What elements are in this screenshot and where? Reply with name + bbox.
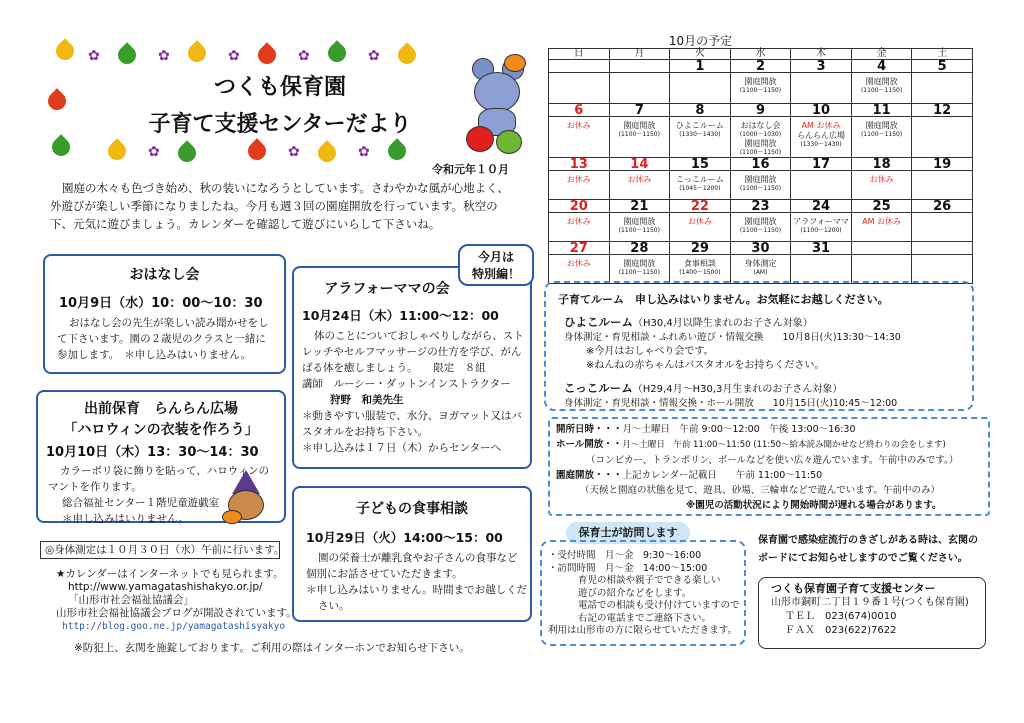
berry-icon: ✿: [88, 48, 100, 64]
calendar-day-cell: [851, 158, 912, 200]
hoikushi-box: [540, 540, 746, 646]
berry-icon: ✿: [158, 48, 170, 64]
calendar-week-row: [549, 200, 973, 242]
calendar-day-cell: [912, 104, 973, 158]
day-number: 6: [549, 104, 609, 117]
hoikushi-pill: 保育士が訪問します: [566, 522, 690, 544]
event-label: お休み: [627, 175, 652, 184]
ohanashi-box: [43, 254, 286, 374]
berry-icon: ✿: [148, 144, 160, 160]
calendar-day-cell: [791, 104, 852, 158]
calendar-day-cell: [851, 242, 912, 284]
calendar-day-cell: [670, 242, 731, 284]
event-label: お休み: [566, 217, 591, 226]
day-number: 30: [731, 242, 791, 255]
leaf-icon: [394, 42, 419, 67]
day-number: 1: [670, 60, 730, 73]
leaf-icon: [174, 140, 199, 165]
fax-number: ＦＡＸ 023(622)7622: [785, 625, 897, 636]
day-number: 26: [912, 200, 972, 213]
shokuji-title: 子どもの食事相談: [356, 501, 468, 517]
day-number: [549, 60, 609, 73]
leaf-icon: [314, 140, 339, 165]
event-label: 園庭開放: [865, 77, 898, 86]
calendar-day-cell: [609, 200, 670, 242]
event-time: (1000～1030): [739, 131, 782, 138]
mouse-mascot-illustration: [462, 58, 532, 158]
calendar-day-cell: [549, 242, 610, 284]
witch-bear-illustration: [222, 470, 282, 526]
blog-url-link[interactable]: http://blog.goo.ne.jp/yamagatashisyakyo: [62, 621, 286, 632]
title-line-1: つくも保育園: [213, 75, 346, 100]
day-number: 31: [791, 242, 851, 255]
day-number: 21: [610, 200, 670, 213]
event-label: おはなし会: [740, 121, 781, 130]
event-time: (1100～1200): [800, 227, 842, 234]
calendar-day-cell: [670, 200, 731, 242]
day-number: 15: [670, 158, 730, 171]
event-label: アラフォーママ: [793, 217, 849, 226]
day-number: 25: [852, 200, 912, 213]
leaf-icon: [324, 40, 349, 65]
calendar-day-cell: [912, 200, 973, 242]
leaf-icon: [254, 42, 279, 67]
ohanashi-body: おはなし会の先生が楽しい読み聞かせをし て下さいます。園の２歳児のクラスと一緒に 参加します。 ＊申し込みはいりません。: [57, 317, 269, 361]
day-number: [610, 60, 670, 73]
leaf-icon: [114, 42, 139, 67]
weekday-1: 月: [609, 49, 670, 60]
event-label: 園庭開放: [623, 259, 656, 268]
event-time: (1100～1150): [739, 227, 782, 234]
calendar-week-row: [549, 60, 973, 104]
calendar-title: 10月の予定: [668, 34, 733, 48]
event-label: AM お休み: [801, 121, 841, 130]
event-label: お休み: [566, 175, 591, 184]
issue-date: 令和元年１０月: [432, 163, 509, 176]
kosodate-header: 子育てルーム 申し込みはいりません。お気軽にお越しください。: [558, 293, 889, 306]
calendar-day-cell: [670, 104, 731, 158]
berry-icon: ✿: [368, 48, 380, 64]
shokuji-body: 園の栄養士が離乳食やお子さんの食事など 個別にお話させていただきます。 ＊申し込みはいりません。時間までお越しくだ さい。: [306, 552, 528, 612]
leaf-icon: [244, 138, 269, 163]
event-time: (1400～1500): [679, 269, 721, 276]
day-number: 13: [549, 158, 609, 171]
shokuji-time: 10月29日（火）14:00～15：00: [306, 530, 503, 545]
calendar-day-cell: [730, 104, 791, 158]
calendar-day-cell: [851, 104, 912, 158]
event-time: (1100～1150): [739, 149, 782, 156]
day-number: 12: [912, 104, 972, 117]
calendar-day-cell: [670, 158, 731, 200]
day-number: 22: [670, 200, 730, 213]
day-number: 24: [791, 200, 851, 213]
day-number: 19: [912, 158, 972, 171]
internet-info: ★カレンダーはインターネットでも見られます。 http://www.yamagatashishakyo.or.jp/ 「山形市社会福祉協議会」 山形市社会福祉協議会ブログが開設されています。 http://blog.goo.ne.jp/yamagatashisyakyo: [56, 568, 297, 632]
kokko-section: こっこルーム（H29,4月～H30,3月生まれのお子さん対象） 身体測定・育児相談・情報交換・ホール開放 10月15日(火)10:45～12:00: [564, 381, 898, 409]
arafo-time: 10月24日（木）11:00～12：00: [302, 308, 499, 323]
calendar-week-row: [549, 104, 973, 158]
calendar-day-cell: [609, 104, 670, 158]
day-number: 28: [610, 242, 670, 255]
leaf-icon: [52, 38, 77, 63]
arafo-body: 体のことについておしゃべりしながら、スト レッチやセルフマッサージの仕方を学び、がん ばる体を癒しましょう。 限定 ８組 講師 ルーシー・ダットンインストラクター 狩野 和美先生 ＊動きやすい服装で、水分、ヨガマット又はバ スタオルをお持ち下さい。 ＊申し込みは１７日（木）からセンターへ: [302, 330, 524, 454]
event-label: 身体測定: [744, 259, 777, 268]
ohanashi-time: 10月9日（水）10：00～10：30: [59, 296, 263, 311]
day-number: 11: [852, 104, 912, 117]
event-time: (1100～1150): [739, 87, 782, 94]
calendar-day-cell: [549, 158, 610, 200]
event-time: (1330～1430): [679, 131, 721, 138]
calendar-day-cell: [912, 60, 973, 104]
title-line-2: 子育て支援センターだより: [148, 112, 412, 137]
calendar-day-cell: [609, 242, 670, 284]
event-label: お休み: [566, 121, 591, 130]
event-label: ひよこルーム: [675, 121, 724, 130]
event-time: (1100～1150): [860, 131, 903, 138]
demae-time: 10月10日（木）13：30～14：30: [46, 445, 259, 460]
hoikushi-text: ・受付時間 月～金 9:30～16:00 ・訪問時間 月～金 14:00～15:00 育児の相談や親子でできる楽しい 遊びの紹介などをします。 電話での相談も受け付けていますので 右記の電話までご連絡下さい。 利用は山形市の方に限らせていただきます。: [548, 550, 740, 636]
event-label: 園庭開放: [623, 121, 656, 130]
day-number: 14: [610, 158, 670, 171]
weekday-6: 土: [912, 49, 973, 60]
kosodate-room-box: [544, 281, 974, 411]
security-note: ※防犯上、玄関を施錠しております。ご利用の際はインターホンでお知らせ下さい。: [74, 642, 470, 654]
leaf-icon: [44, 88, 69, 113]
event-label: らんらん広場: [797, 131, 846, 140]
demae-subtitle: 「ハロウィンの衣装を作ろう」: [63, 422, 259, 438]
page-title: [130, 70, 430, 138]
event-label: 園庭開放: [744, 217, 777, 226]
calendar-day-cell: [670, 60, 731, 104]
hiyoko-section: ひよこルーム（H30,4月以降生まれのお子さん対象） 身体測定・育児相談・ふれあい遊び・情報交換 10月8日(火)13:30～14:30 ※今月はおしゃべり会です。 ※ねんねの赤ちゃんはバスタオルをお持ちください。: [564, 315, 901, 371]
calendar-day-cell: [549, 60, 610, 104]
calendar-table: [548, 36, 973, 284]
day-number: 9: [731, 104, 791, 117]
arafo-box: [292, 266, 532, 469]
calendar-day-cell: [609, 60, 670, 104]
calendar-day-cell: [912, 242, 973, 284]
demae-body: カラーポリ袋に飾りを貼って、ハロウィンの マントを作ります。 総合福祉センター１階児童遊戯室 ＊申し込みはいりません。: [48, 465, 270, 525]
tel-number[interactable]: ＴＥＬ 023(674)0010: [785, 611, 897, 622]
berry-icon: ✿: [228, 48, 240, 64]
berry-icon: ✿: [288, 144, 300, 160]
event-label: 園庭開放: [865, 121, 898, 130]
weekday-2: 火: [670, 49, 731, 60]
calendar-week-row: [549, 242, 973, 284]
calendar-day-cell: [730, 158, 791, 200]
shokuji-box: [292, 486, 532, 622]
opening-hours-text: 開所日時・・・月～土曜日 午前 9:00～12:00 午後 13:00～16:30 ホール開放・・月～土曜日 午前 11:00～11:50 (11:50～給本読み聞かせなど終わりの会をします) （コンビカー、トランポリン、ボールなどを使い広々遊んでいます。午前中のみです。） 園庭開放・・・上記カレンダー記載日 午前 11:00～11:50 （天候と園庭の状態を見て、遊具、砂場、三輪車などで遊んでいます。午前中のみ） ※園児の活動状況により開始時間が遅れる場合があります。: [556, 424, 959, 511]
day-number: 20: [549, 200, 609, 213]
demae-title: 出前保育 らんらん広場: [84, 401, 238, 417]
event-time: (1100～1150): [618, 227, 660, 234]
calendar-day-cell: [851, 200, 912, 242]
day-number: 7: [610, 104, 670, 117]
calendar-day-cell: [730, 200, 791, 242]
day-number: [852, 242, 912, 255]
day-number: 16: [731, 158, 791, 171]
day-number: 5: [912, 60, 972, 73]
weekday-header-row: [549, 49, 973, 60]
day-number: 2: [731, 60, 791, 73]
calendar-day-cell: [549, 200, 610, 242]
event-time: (1330～1430): [800, 141, 842, 148]
day-number: 10: [791, 104, 851, 117]
event-label: お休み: [566, 259, 591, 268]
day-number: 18: [852, 158, 912, 171]
day-number: 29: [670, 242, 730, 255]
day-number: 23: [731, 200, 791, 213]
calendar-day-cell: [730, 242, 791, 284]
event-time: (AM): [753, 269, 768, 276]
day-number: 4: [852, 60, 912, 73]
calendar-week-row: [549, 158, 973, 200]
day-number: 3: [791, 60, 851, 73]
calendar-day-cell: [791, 242, 852, 284]
day-number: 27: [549, 242, 609, 255]
day-number: 8: [670, 104, 730, 117]
intro-text: 園庭の木々も色づき始め、秋の装いになろうとしています。さわやかな風が心地よく、 外遊びが楽しい季節になりましたね。今月も週３回の園庭開放を行っています。秋空の 下、元気に遊びましょう。カレンダーを確認して遊びにいらして下さいね。: [50, 181, 509, 231]
calendar-day-cell: [730, 60, 791, 104]
leaf-icon: [104, 138, 129, 163]
weekday-3: 水: [730, 49, 791, 60]
berry-icon: ✿: [298, 48, 310, 64]
calendar-day-cell: [791, 158, 852, 200]
event-label: 園庭開放: [744, 139, 777, 148]
berry-icon: ✿: [358, 144, 370, 160]
ohanashi-title: おはなし会: [129, 267, 200, 283]
kansen-notice: 保育園で感染症流行のきざしがある時は、玄関の ボードにてお知らせしますのでご覧ください。: [758, 535, 978, 564]
event-label: お休み: [687, 217, 712, 226]
event-label: 食事相談: [683, 259, 716, 268]
event-time: (1100～1150): [618, 131, 660, 138]
event-label: 園庭開放: [744, 77, 777, 86]
shintai-note: ◎身体測定は１０月３０日（水）午前に行います。: [40, 541, 280, 559]
center-contact-box: つくも保育園子育て支援センター 山形市銅町二丁目１９番１号(つくも保育園) ＴＥＬ 023(674)0010 ＦＡＸ 023(622)7622: [758, 577, 986, 649]
leaf-icon: [184, 40, 209, 65]
calendar-day-cell: [791, 200, 852, 242]
event-time: (1100～1150): [618, 269, 660, 276]
event-time: (1100～1150): [739, 185, 782, 192]
day-number: [912, 242, 972, 255]
event-label: 園庭開放: [623, 217, 656, 226]
event-label: お休み: [869, 175, 894, 184]
event-label: 園庭開放: [744, 175, 777, 184]
weekday-4: 木: [791, 49, 852, 60]
day-number: 17: [791, 158, 851, 171]
opening-hours-box: [548, 417, 990, 516]
event-time: (1045～1200): [679, 185, 721, 192]
leaf-icon: [48, 134, 73, 159]
calendar-day-cell: [791, 60, 852, 104]
arafo-title: アラフォーママの会: [324, 281, 450, 297]
calendar-day-cell: [549, 104, 610, 158]
calendar-day-cell: [609, 158, 670, 200]
event-label: こっこルーム: [675, 175, 724, 184]
site-url-link[interactable]: http://www.yamagatashishakyo.or.jp/: [68, 581, 263, 593]
leaf-icon: [384, 138, 409, 163]
calendar-day-cell: [851, 60, 912, 104]
weekday-0: 日: [549, 49, 610, 60]
calendar-day-cell: [912, 158, 973, 200]
weekday-5: 金: [851, 49, 912, 60]
special-callout: 今月は 特別編！: [458, 244, 534, 286]
event-label: AM お休み: [862, 217, 902, 226]
event-time: (1100～1150): [860, 87, 903, 94]
